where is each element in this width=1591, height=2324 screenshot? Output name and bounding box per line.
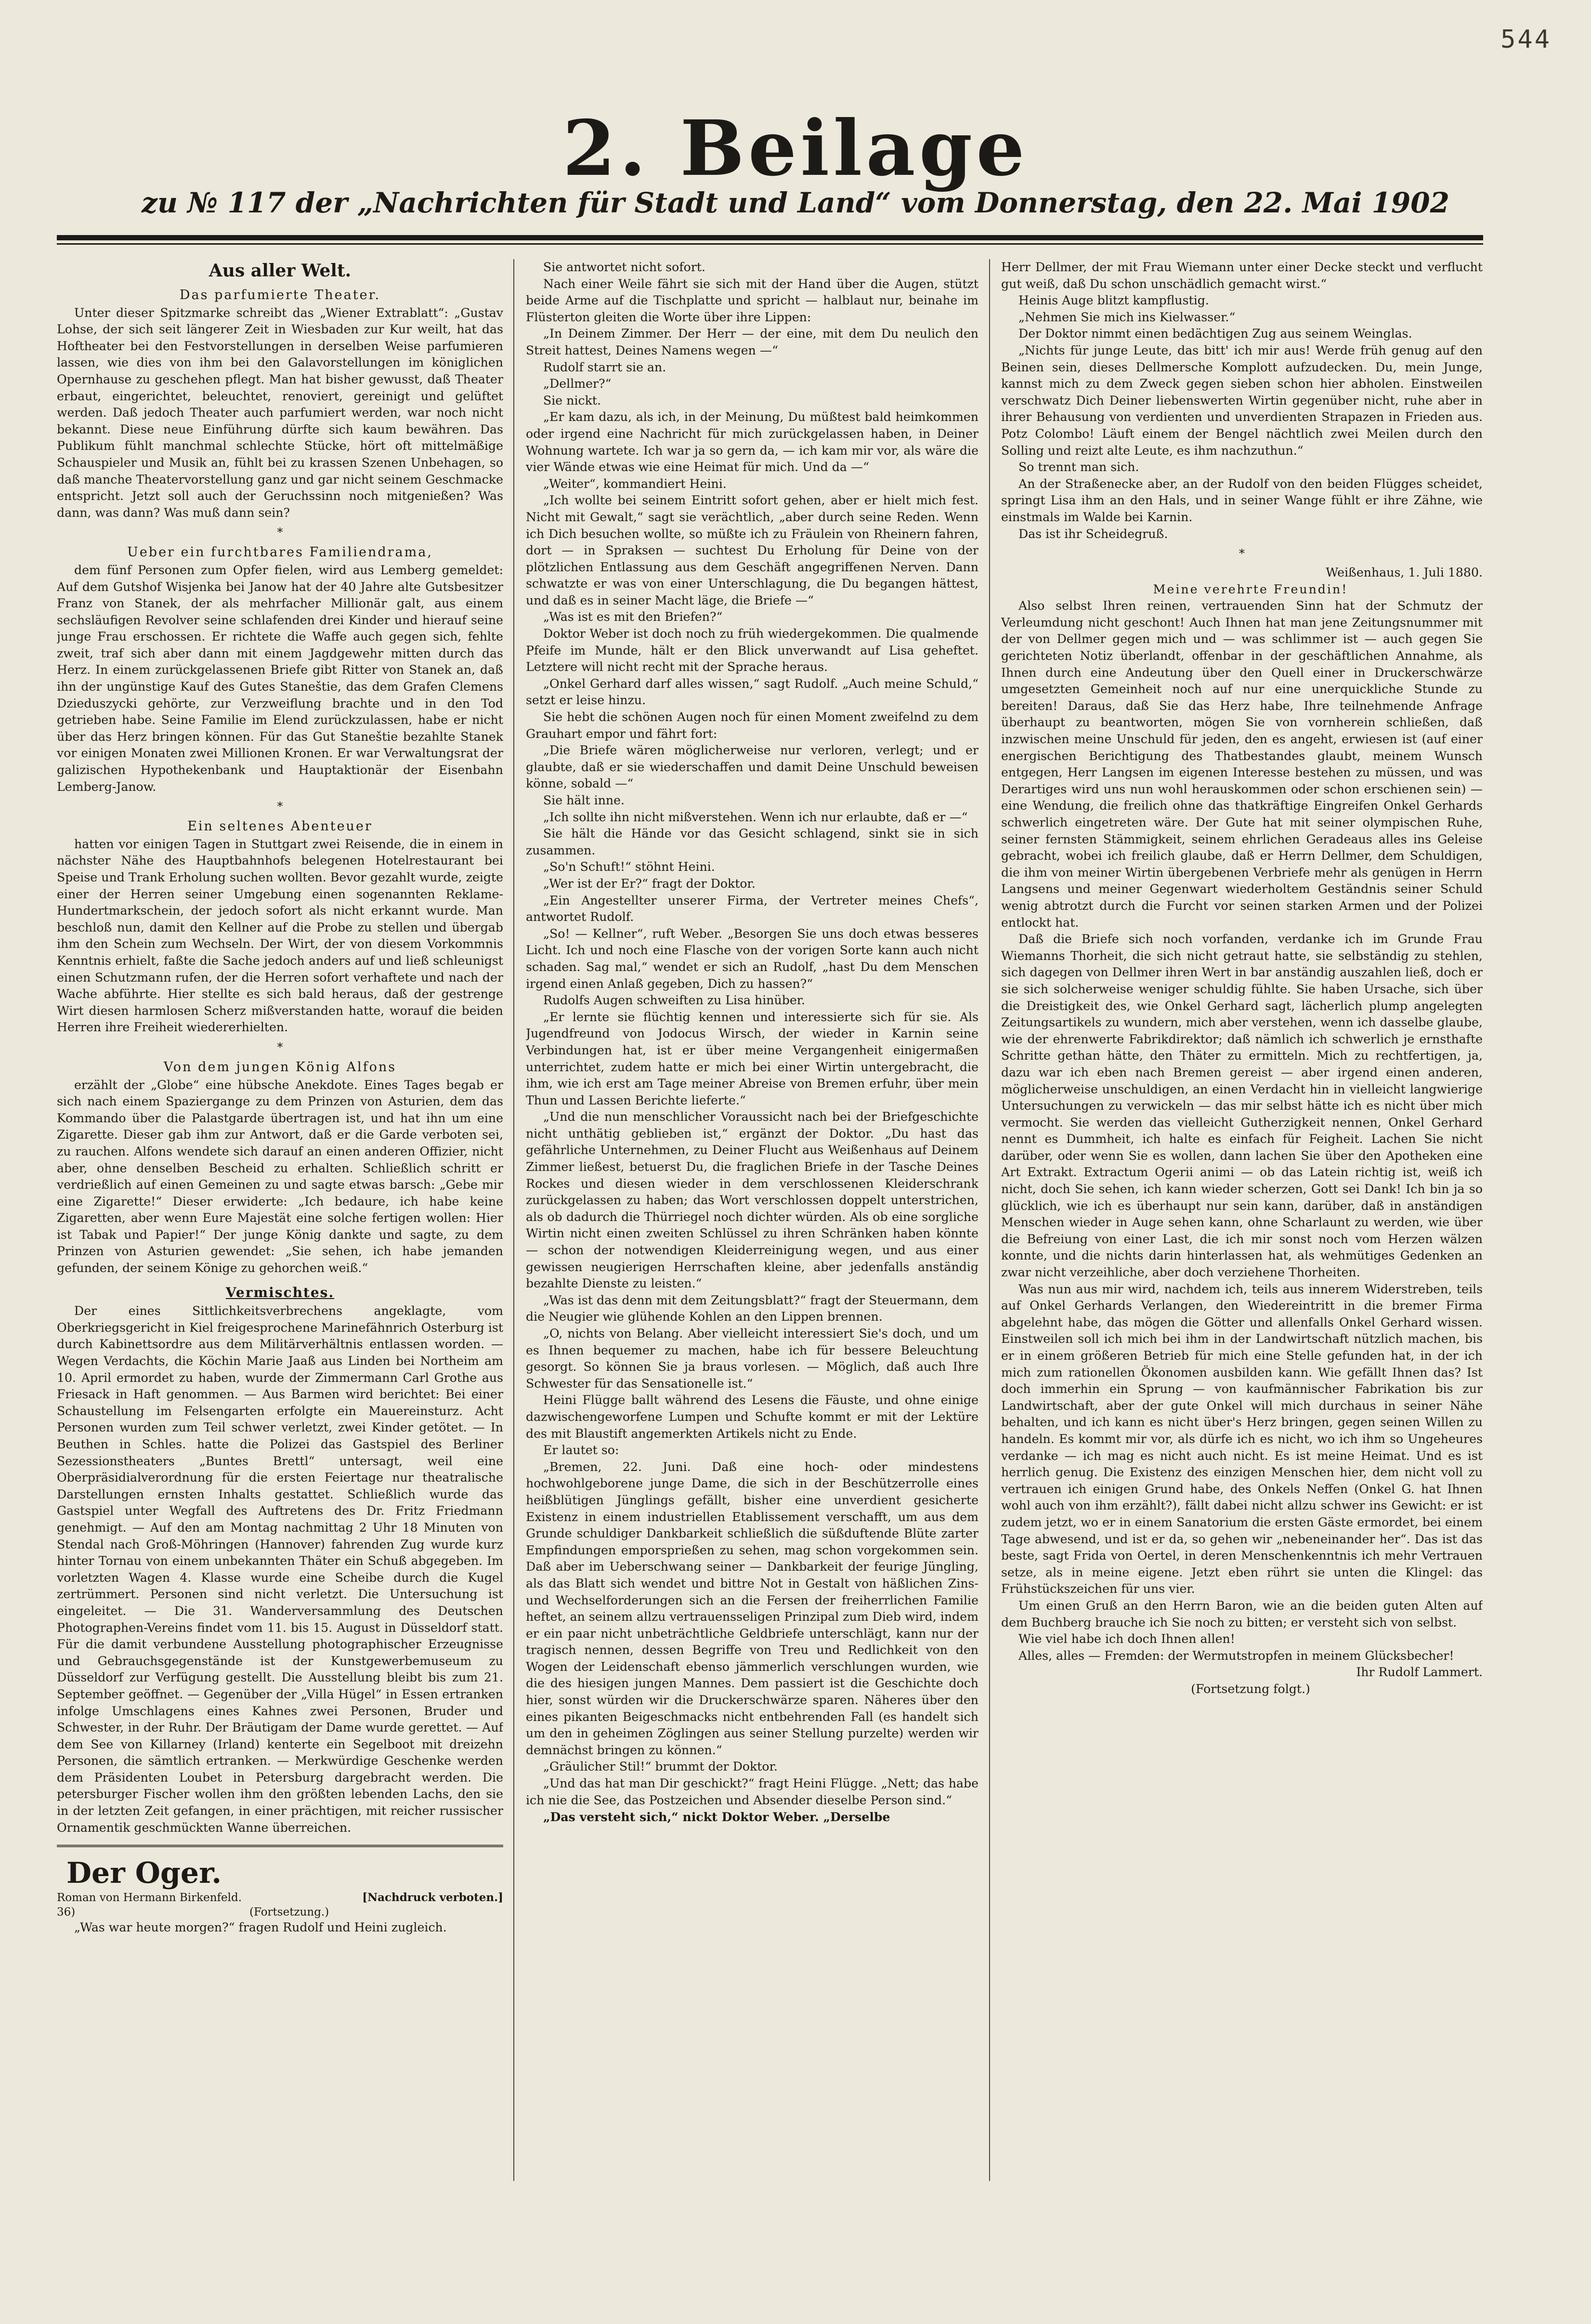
novel-text: An der Straßenecke aber, an der Rudolf von den beiden Flügges scheidet, springt Lisa ihm an den Hals, und in seiner Wange fühlt er ihre Zähne, wie einstmals im Walde bei Karnin. — [1001, 476, 1483, 524]
separator-star: * — [277, 525, 283, 539]
article-text: Der eines Sittlichkeitsverbrechens angeklagte, vom Oberkriegsgericht in Kiel freigesprochene Marinefähnrich Osterburg ist durch Kabinettsordre aus dem Militärverhältnis entlassen worden. — Wegen Verdachts, die Köchin Marie Jaaß aus Linden bei Northeim am 10. April ermordet zu haben, wurde der Zimmermann Carl Grothe aus Friesack in Haft genommen. — Aus Barmen wird berichtet: Bei einer Schaustellung im Felsengarten erfolgte ein Mauereinsturz. Acht Personen wurden zum Teil schwer verletzt, zwei Kinder getötet. — In Beuthen in Schles. hatte die Polizei das Gastspiel des Berliner Sezessionstheaters „Buntes Brettl“ untersagt, weil eine Oberpräsidialverordnung für die ersten Feiertage nur theatralische Darstellungen ernsten Inhalts gestattet. Schließlich wurde das Gastspiel unter Wegfall des Auftretens des Dr. Fritz Friedmann genehmigt. — Auf den am Montag nachmittag 2 Uhr 18 Minuten von Stendal nach Groß-Möhringen (Hannover) fahrenden Zug wurde kurz hinter Tornau von einem unbekannten Thäter ein Schuß abgegeben. Im vorletzten Wagen 4. Klasse wurde eine Scheibe durch die Kugel zertrümmert. Personen sind nicht verletzt. Die Untersuchung ist eingeleitet. — Die 31. Wanderversammlung des Deutschen Photographen-Vereins findet vom 11. bis 15. August in Düsseldorf statt. Für die damit verbundene Ausstellung photographischer Erzeugnisse und Gebrauchsgegenstände ist der Kunstgewerbemuseum zu Düsseldorf zur Verfügung gestellt. Die Ausstellung bleibt bis zum 21. September geöffnet. — Gegenüber der „Villa Hügel“ in Essen ertranken infolge Umschlagens eines Kahnes zwei Personen, Bruder und Schwester, in der Ruhr. Der Bräutigam der Dame wurde gerettet. — Auf dem See von Killarney (Irland) kenterte ein Segelboot mit dreizehn Personen, die sämtlich ertranken. — Merkwürdige Geschenke werden dem Präsidenten Loubet in Petersburg dargebracht werden. Die petersburger Fischer wollen ihm den größten lebenden Lachs, den sie in der letzten Zeit gefangen, in einer prächtigen, mit reicher russischer Ornamentik geschmückten Wanne überreichen. — [57, 1304, 503, 1835]
column-divider — [513, 259, 514, 2181]
novel-text: „Er lernte sie flüchtig kennen und interessierte sich für sie. Als Jugendfreund von Jodocus Wirsch, der wieder in Karnin seine Verbindungen hat, ist er über meine Vergangenheit einigermaßen unterrichtet, zudem hatte er mich bei einer Wirtin untergebracht, die ihm, wie ich erst am Tage meiner Abreise von Bremen erfuhr, über mein Thun und Lassen Berichte lieferte.“ — [526, 1010, 978, 1107]
novel-text: „Onkel Gerhard darf alles wissen,“ sagt Rudolf. „Auch meine Schuld,“ setzt er leise hinzu. — [526, 676, 978, 708]
novel-byline: Roman von Hermann Birkenfeld. — [57, 1891, 242, 1904]
novel-text: Sie hebt die schönen Augen noch für einen Moment zweifelnd zu dem Grauhart empor und fährt fort: — [526, 710, 978, 741]
novel-title: Der Oger. — [66, 1856, 222, 1891]
novel-text: „Weiter“, kommandiert Heini. — [543, 476, 727, 491]
novel-text: Das ist ihr Scheidegruß. — [1018, 526, 1168, 541]
novel-text: Rudolf starrt sie an. — [543, 360, 666, 374]
article-heading: Ein seltenes Abenteuer — [187, 819, 373, 834]
article-heading: Von dem jungen König Alfons — [163, 1059, 397, 1075]
article-text: erzählt der „Globe“ eine hübsche Anekdote. Eines Tages begab er sich nach einem Spaziergange zu dem Prinzen von Asturien, dem das Kommando über die Palastgarde übertragen ist, und hat ihn um eine Zigarette. Dieser gab ihm zur Antwort, daß er die Garde verboten sei, zu rauchen. Alfons wendete sich darauf an einen anderen Offizier, nicht aber, ohne denselben Bescheid zu erhalten. Schließlich schritt er verdrießlich auf einen Gemeinen zu und sagte etwas barsch: „Gebe mir eine Zigarette!“ Dieser erwiderte: „Ich bedaure, ich habe keine Zigaretten, aber wenn Eure Majestät eine solche fertigen wollen: Hier ist Tabak und Papier!“ Der junge König dankte und sagte, zu dem Prinzen von Asturien gewendet: „Sie sehen, ich habe jemanden gefunden, der seinem Könige zu gehorchen weiß.“ — [57, 1077, 503, 1275]
installment-number: 36) — [57, 1906, 76, 1919]
letter-text: Was nun aus mir wird, nachdem ich, teils aus innerem Widerstreben, teils auf Onkel Gerhards Verlangen, den Wiedereintritt in die bremer Firma abgelehnt habe, das mögen die Götter und allenfalls Onkel Gerhard wissen. Einstweilen soll ich mich bei ihm in der Landwirtschaft nützlich machen, bis er in einem größeren Betrieb für mich eine Stelle gefunden hat, in der ich mich zum rationellen Ökonomen ausbilden kann. Wie gefällt Ihnen das? Ist doch immerhin ein Sprung — von kaufmännischer Fabrikation bis zur Landwirtschaft, aber der gute Onkel will mich durchaus in seiner Nähe behalten, und ich kann es nicht über's Herz bringen, gegen seinen Willen zu handeln. Es kommt mir vor, als dürfe ich es nicht, wo ich ihm so Ungeheures verdanke — ich mag es nicht auch nicht. Es ist meine Heimat. Und es ist herrlich genug. Die Existenz des einzigen Menschen hier, dem nicht voll zu vertrauen ich einigen Grund habe, des Onkels Neffen (Onkel G. hat Ihnen wohl auch von ihm erzählt?), fällt dabei nicht allzu schwer ins Gewicht: er ist zudem jetzt, wo er in einem Sanatorium die ersten Gäste ermordet, bei einem Tage abwesend, und ist er da, so gehen wir „nebeneinander her“. Das ist das beste, sagt Frida von Oertel, in deren Menschenkenntnis ich mehr Vertrauen setze, als in meine eigene. Jetzt eben rührt sie unten die Klingel: das Frühstückszeichen für uns vier. — [1001, 1282, 1483, 1596]
novel-text: „Was war heute morgen?“ fragen Rudolf und Heini zugleich. — [74, 1920, 447, 1935]
article-text: dem fünf Personen zum Opfer fielen, wird aus Lemberg gemeldet: Auf dem Gutshof Wisjenka bei Janow hat der 40 Jahre alte Gutsbesitzer Franz von Stanek, der als mehrfacher Millionär galt, aus einem sechsläufigen Revolver seine schlafenden drei Kinder und hierauf seine junge Frau erschossen. Er richtete die Waffe auch gegen sich, fehlte zweit, traf sich aber dann mit einem Jagdgewehr mitten durch das Herz. In einem zurückgelassenen Briefe gibt Ritter von Stanek an, daß ihn der ungünstige Kauf des Gutes Staneštie, das dem Grafen Clemens Dzieduszycki gehörte, zur Verzweiflung brachte und in den Tod getrieben habe. Seine Familie im Elend zurückzulassen, habe er nicht über das Herz bringen können. Für das Gut Staneštie bezahlte Stanek vor einigen Monaten zwei Millionen Kronen. Er war Verwaltungsrat der galizischen Hypothekenbank und Hauptaktionär der Eisenbahn Lemberg-Janow. — [57, 563, 503, 794]
article-text: hatten vor einigen Tagen in Stuttgart zwei Reisende, die in einem in nächster Nähe des Hauptbahnhofs belegenen Hotelrestaurant bei Speise und Trank Erholung suchen wollten. Bevor gezahlt wurde, zeigte einer der Herren seiner Umgebung einen sogenannten Reklame-Hundertmarkschein, der jedoch sofort als nicht erkannt wurde. Man beschloß nun, damit den Kellner auf die Probe zu stellen und übergab ihm den Schein zum Wechseln. Der Wirt, der von diesem Vorkommnis Kenntnis erhielt, faßte die Sache jedoch anders auf und ließ schleunigst einen Schutzmann rufen, der die Herren sofort verhaftete und nach der Wache abführte. Hier stellte es sich bald heraus, daß der gestrenge Wirt diesen harmlosen Scherz mißverstanden hatte, worauf die beiden Herren ihre Freiheit wiedererhielten. — [57, 837, 503, 1035]
column-divider — [989, 259, 990, 2181]
novel-text: Nach einer Weile fährt sie sich mit der Hand über die Augen, stützt beide Arme auf die Tischplatte und spricht — halblaut nur, beinahe im Flüsterton gleiten die Worte über ihre Lippen: — [526, 276, 978, 324]
section-divider — [57, 1845, 503, 1847]
novel-text: „Ich sollte ihn nicht mißverstehen. Wenn ich nur erlaubte, daß er —“ — [543, 810, 968, 824]
novel-text: Sie antwortet nicht sofort. — [543, 260, 705, 274]
letter-greeting: Meine verehrte Freundin! — [1153, 582, 1348, 596]
column-1 — [57, 259, 503, 2224]
page-number: 544 — [1500, 25, 1552, 54]
column-3 — [1001, 259, 1483, 2224]
novel-text: „O, nichts von Belang. Aber vielleicht interessiert Sie's doch, und um es Ihnen bequemer zu machen, habe ich für bessere Beleuchtung gesorgt. So können Sie ja braus vorlesen. — Möglich, daß auch Ihre Schwester für das Sensationelle ist.“ — [526, 1326, 978, 1391]
novel-text: „Bremen, 22. Juni. Daß eine hoch- oder mindestens hochwohlgeborene junge Dame, die sich in der Beschützerrolle eines heißblütigen Jünglings gefällt, bisher eine unverdient gesicherte Existenz in einem industriellen Etablissement verschafft, um aus dem Grunde schuldiger Dankbarkeit schließlich die süßduftende Blüte zarter Empfindungen emporsprießen zu sehen, mag schon vorgekommen sein. Daß aber im Ueberschwang seiner — Dankbarkeit der feurige Jüngling, als das Blatt sich wendet und bittre Not in Gestalt von häßlichen Zins- und Wechselforderungen sich an die Fersen der freiherrlichen Familie heftet, an seinem allzu vertrauensseligen Prinzipal zum Dieb wird, indem er ein paar nicht unbeträchtliche Geldbriefe unterschlägt, kann nur der tragisch nennen, dessen Begriffe von Treu und Redlichkeit von den Wogen der Leidenschaft ebenso jämmerlich verschlungen wurden, wie die des hiesigen jungen Mannes. Dem passiert ist die Geschichte doch hier, sonst würden wir die Druckerschwärze sparen. Näheres über den eines pikanten Beigeschmacks nicht entbehrenden Fall (es handelt sich um den in geheimen Zöglingen aus seiner Stellung purzelte) werden wir demnächst bringen zu können.“ — [526, 1459, 978, 1757]
separator-star: * — [1239, 547, 1245, 561]
novel-text: Sie hält inne. — [543, 793, 625, 807]
letter-text: Um einen Gruß an den Herrn Baron, wie an die beiden guten Alten auf dem Buchberg brauche ich Sie noch zu bitten; er versteht sich von selbst. — [1001, 1598, 1483, 1629]
novel-text: „Das versteht sich,“ nickt Doktor Weber. „Derselbe — [543, 1810, 890, 1825]
novel-text: „Wer ist der Er?“ fragt der Doktor. — [543, 876, 756, 891]
column-2 — [526, 259, 978, 2224]
novel-text: „Was ist das denn mit dem Zeitungsblatt?“ fragt der Steuermann, dem die Neugier wie glühende Kohlen an den Lippen brennen. — [526, 1293, 978, 1324]
supplement-title: 2. Beilage — [562, 104, 1029, 193]
continuation-note: (Fortsetzung folgt.) — [1191, 1681, 1310, 1696]
novel-text: „Nichts für junge Leute, das bitt' ich mir aus! Werde früh genug auf den Beinen sein, dieses Dellmersche Komplott aufzudecken. Du, mein Junge, kannst mich zu dem Zweck gegen sieben schon hier abholen. Einstweilen verschwatz Dich Deiner liebenswerten Wirtin gegenüber nicht, ruhe aber in ihrer Behausung von verdienten und unverdienten Strapazen in Frieden aus. Potz Colombo! Läuft einem der Bengel nächtlich zwei Meilen durch den Solling und reizt alte Leute, es ihm nachzuthun.“ — [1001, 343, 1483, 458]
letter-text: Daß die Briefe sich noch vorfanden, verdanke ich im Grunde Frau Wiemanns Thorheit, die sich nicht getraut hatte, sie selbständig zu stehlen, sich dagegen von Dellmer ihren Wert in bar anständig auszahlen ließ, doch er sie sich solcherweise weniger schuldig fühlte. Sie haben Ursache, sich über die Dreistigkeit des, wie Onkel Gerhard sagt, lächerlich plump angelegten Zeitungsartikels zu wundern, mich aber verstehen, wenn ich dasselbe glaube, wie der ehrenwerte Fabrikdirektor; daß nämlich ich schwerlich je ernsthafte Schritte gethan hätte, den Thäter zu ermitteln. Mich zu rechtfertigen, ja, dazu war ich eben nach Bremen gereist — aber irgend einen anderen, möglicherweise unschuldigen, an einen Verdacht hin in vielleicht langwierige Untersuchungen zu verwickeln — das mir selbst hätte ich es nicht über mich vermocht. Sie werden das vielleicht Gutherzigkeit nennen, Onkel Gerhard nennt es Dummheit, ich halte es einfach für Feigheit. Lachen Sie nicht darüber, oder wenn Sie es wollen, dann lachen Sie über den Apotheken eine Art Extrakt. Extractum Ogerii animi — ob das Latein richtig ist, weiß ich nicht, doch Sie sehen, ich kann wieder scherzen, Gott sei Dank! Ich bin ja so glücklich, wie ich es überhaupt nur sein kann, darüber, daß in anständigen Menschen wieder in Auge sehen kann, ohne Scharlaunt zu werden, wie über die Befreiung von einer Last, die ich mir sonst noch vom Herzen wälzen konnte, und die nichts darin hinterlassen hat, als wehmütiges Gedenken an zwar nicht verzeihliche, aber doch verziehene Thorheiten. — [1001, 932, 1483, 1280]
novel-text: So trennt man sich. — [1018, 460, 1139, 474]
novel-text: „Gräulicher Stil!“ brummt der Doktor. — [543, 1759, 778, 1774]
novel-text: „Und das hat man Dir geschickt?“ fragt Heini Flügge. „Nett; das habe ich nie die See, das Postzeichen und Absender dieselbe Person sind.“ — [526, 1776, 978, 1807]
letter-text: Also selbst Ihren reinen, vertrauenden Sinn hat der Schmutz der Verleumdung nicht geschont! Auch Ihnen hat man jene Zeitungsnummer mit der von Dellmer gegen mich und — was schlimmer ist — auch gegen Sie gerichteten Notiz überlandt, offenbar in der geschäftlichen Annahme, als Ihnen durch eine Andeutung über den Quell einer in Druckerschwärze umgesetzten Gemeinheit noch auf nur eine unerquickliche Stunde zu bereiten! Daraus, daß Sie das Herz habe, Ihre teilnehmende Anfrage überhaupt zu beantworten, mögen Sie von vornherein schließen, daß inzwischen meine Unschuld für jeden, den es angeht, erwiesen ist (auf einer energischen Berichtigung des Thatbestandes glaubt, meinem Wunsch entgegen, Herr Langsen im eigenen Interesse bestehen zu müssen, und was Derartiges wird uns nun wohl herauskommen oder schon erschienen sein) — eine Wendung, die freilich ohne das thatkräftige Eingreifen Onkel Gerhards schwerlich eingetreten wäre. Der Gute hat mit seiner olympischen Ruhe, seiner fernsten Stämmigkeit, seinem ehrlichen Geradeaus alles ins Geleise gebracht, wobei ich freilich glaube, daß er Herrn Dellmer, dem Schuldigen, die ihm von meiner Wirtin übergebenen Verbriefe mehr als genügen in Herrn Langsens und meiner Gegenwart wiederholtem Geständnis seiner Schuld wenig abtrotzt durch die Furcht vor seinen starken Armen und der Polizei entlockt hat. — [1001, 599, 1483, 930]
letter-signature: Ihr Rudolf Lammert. — [1356, 1665, 1483, 1680]
letter-text: Wie viel habe ich doch Ihnen allen! — [1018, 1632, 1235, 1646]
separator-star: * — [277, 1040, 283, 1054]
section-title: Aus aller Welt. — [209, 261, 352, 281]
letter-text: Alles, alles — Fremden: der Wermutstropfen in meinem Glücksbecher! — [1018, 1648, 1454, 1663]
letter-place-date: Weißenhaus, 1. Juli 1880. — [1326, 565, 1483, 580]
header-rule — [57, 235, 1483, 240]
novel-text: Rudolfs Augen schweiften zu Lisa hinüber. — [543, 993, 806, 1008]
novel-text: „So'n Schuft!“ stöhnt Heini. — [543, 860, 715, 874]
supplement-subtitle: zu № 117 der „Nachrichten für Stadt und Land“ vom Donnerstag, den 22. Mai 1902 — [141, 186, 1449, 219]
reprint-note: [Nachdruck verboten.] — [362, 1891, 503, 1904]
novel-text: Herr Dellmer, der mit Frau Wiemann unter einer Decke steckt und verflucht gut weiß, daß Du schon unschädlich gemacht wirst.“ — [1001, 260, 1483, 291]
novel-text: Sie hält die Hände vor das Gesicht schlagend, sinkt sie in sich zusammen. — [526, 827, 978, 857]
novel-text: „Nehmen Sie mich ins Kielwasser.“ — [1018, 310, 1236, 324]
novel-text: „Er kam dazu, als ich, in der Meinung, Du müßtest bald heimkommen oder irgend eine Nachricht für mich zurückgelassen haben, in Deiner Wohnung wartete. Ich war ja so gern da, — ich kam mir vor, als wäre die vier Wände etwas wie eine Heimat für mich. Und da —“ — [526, 410, 978, 474]
novel-text: „Und die nun menschlicher Voraussicht nach bei der Briefgeschichte nicht unthätig geblieben ist,“ ergänzt der Doktor. „Du hast das gefährliche Unternehmen, zu Deiner Flucht aus Weißenhaus auf Deinem Zimmer ließest, betuerst Du, die fraglichen Briefe in der Tasche Deines Rockes und diesen wieder in dem verschlossenen Kleiderschrank zurückgelassen zu haben; das Wort verschlossen doppelt unterstrichen, als ob dadurch die Thürriegel noch dichter würden. Als ob eine sorgliche Wirtin nicht einen zweiten Schlüssel zu ihren Schränken haben könnte — schon der notwendigen Kleiderreinigung wegen, und aus einer gewissen neugierigen Herrschaften kleine, aber jedenfalls anständig bezahlte Dienste zu leisten.“ — [526, 1110, 978, 1291]
article-heading: Das parfumierte Theater. — [179, 288, 381, 302]
novel-text: „Ein Angestellter unserer Firma, der Vertreter meines Chefs“, antwortet Rudolf. — [526, 893, 978, 924]
header-rule-thin — [57, 243, 1483, 245]
novel-text: Heinis Auge blitzt kampflustig. — [1018, 293, 1209, 308]
novel-text: „Dellmer?“ — [543, 377, 612, 391]
novel-text: Heini Flügge ballt während des Lesens die Fäuste, und ohne einige dazwischengeworfene Lumpen und Schufte kommt er mit der Lektüre des mit Blaustift angemerkten Artikels nicht zu Ende. — [526, 1393, 978, 1441]
novel-text: „In Deinem Zimmer. Der Herr — der eine, mit dem Du neulich den Streit hattest, Deines Namens wegen —“ — [526, 327, 978, 357]
novel-text: „Was ist es mit den Briefen?“ — [543, 610, 723, 624]
novel-text: Doktor Weber ist doch noch zu früh wiedergekommen. Die qualmende Pfeife im Munde, hält er den Blick unverwandt auf Lisa geheftet. Letztere will nicht recht mit der Sprache heraus. — [526, 627, 978, 674]
novel-text: Der Doktor nimmt einen bedächtigen Zug aus seinem Weinglas. — [1018, 327, 1412, 341]
continuation-note: (Fortsetzung.) — [249, 1906, 329, 1919]
separator-star: * — [277, 800, 283, 814]
novel-text: „So! — Kellner“, ruft Weber. „Besorgen Sie uns doch etwas besseres Licht. Ich und noch eine Flasche von der vorigen Sorte kann auch nicht schaden. Sag mal,“ wendet er sich an Rudolf, „hast Du dem Menschen irgend einen Anlaß gegeben, Dich zu hassen?“ — [526, 926, 978, 991]
article-heading: Vermischtes. — [225, 1284, 335, 1300]
novel-text: Sie nickt. — [543, 393, 601, 407]
novel-text: „Die Briefe wären möglicherweise nur verloren, verlegt; und er glaubte, daß er sie wiederschaffen und damit Deine Unschuld beweisen könne, sobald —“ — [526, 743, 978, 791]
article-text: Unter dieser Spitzmarke schreibt das „Wiener Extrablatt“: „Gustav Lohse, der sich seit längerer Zeit in Wiesbaden zur Kur weilt, hat das Hoftheater bei den Festvorstellungen in derselben Weise parfumieren lassen, wie dies von ihm bei den Galavorstellungen im königlichen Opernhause zu geschehen pflegt. Man hat bisher gewusst, daß Theater erbaut, eingerichtet, beleuchtet, renoviert, gereinigt und gelüftet werden. Daß jedoch Theater auch parfumiert werden, war noch nicht bekannt. Diese neue Einführung dürfte sich kaum bewähren. Das Publikum fühlt manchmal schlechte Stücke, hört oft mittelmäßige Schauspieler und Musik an, fühlt bei zu krassen Szenen Unbehagen, so daß manche Theatervorstellung ganz und gar nicht seinem Geschmacke entspricht. Jetzt soll auch der Geruchssinn noch mitgenießen? Was dann, was dann? Was muß dann sein? — [57, 305, 503, 520]
novel-text: Er lautet so: — [543, 1443, 619, 1457]
article-heading: Ueber ein furchtbares Familiendrama, — [127, 545, 433, 560]
novel-text: „Ich wollte bei seinem Eintritt sofort gehen, aber er hielt mich fest. Nicht mit Gewalt,“ sagt sie verächtlich, „aber durch seine Reden. Wenn ich Dich besuchen wollte, so müßte ich zu Fräulein von Rheinern fahren, dort — in Spraksen — suchtest Du Erholung für Deine von der plötzlichen Entlassung aus dem Geschäft angegriffenen Nerven. Dann schwatzte er was von einer Unterschlagung, die Du begangen hättest, und daß es in seiner Macht läge, die Briefe —“ — [526, 493, 978, 607]
